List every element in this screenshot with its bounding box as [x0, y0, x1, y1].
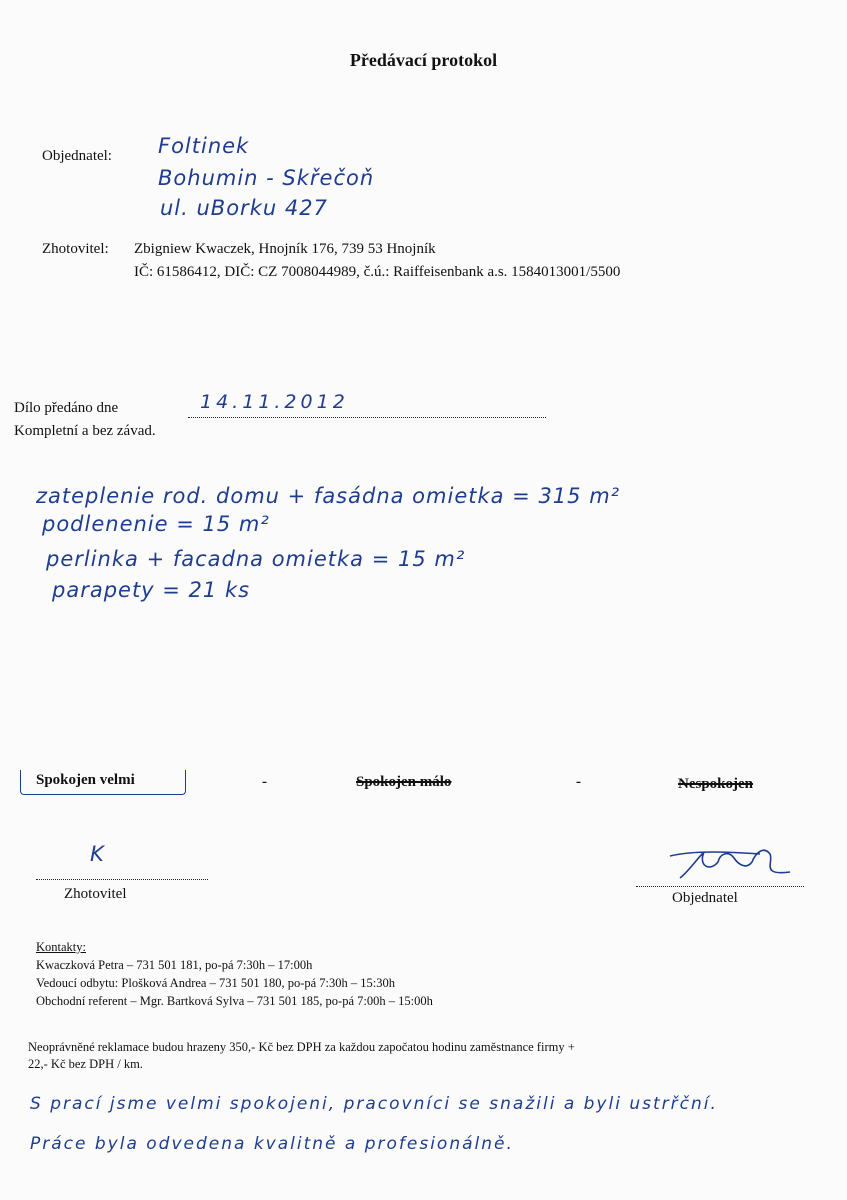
work-item: perlinka + facadna omietka = 15 m²	[46, 547, 466, 571]
customer-label: Objednatel:	[42, 148, 112, 164]
customer-name: Foltinek	[158, 134, 250, 158]
contractor-address: Zbigniew Kwaczek, Hnojník 176, 739 53 Hnojník	[134, 241, 436, 257]
contractor-signature-label: Zhotovitel	[64, 886, 127, 902]
customer-comment: Práce byla odvedena kvalitně a profesionálně.	[30, 1134, 514, 1154]
separator: -	[576, 774, 581, 790]
customer-signature-label: Objednatel	[672, 890, 738, 906]
contractor-label: Zhotovitel:	[42, 241, 109, 257]
handover-date: 14.11.2012	[200, 391, 349, 413]
contact-line: Obchodní referent – Mgr. Bartková Sylva – 731 501 185, po-pá 7:00h – 15:00h	[36, 994, 433, 1008]
customer-city: Bohumin - Skřečoň	[158, 166, 375, 190]
handover-state: Kompletní a bez závad.	[14, 423, 156, 439]
handover-label: Dílo předáno dne	[14, 400, 119, 416]
customer-comment: S prací jsme velmi spokojeni, pracovníci se snažili a byli ustrřční.	[30, 1094, 718, 1114]
contact-line: Kwaczková Petra – 731 501 181, po-pá 7:30h – 17:00h	[36, 958, 313, 972]
option-not-satisfied: Nespokojen	[678, 776, 754, 792]
separator: -	[262, 774, 267, 790]
option-very-satisfied: Spokojen velmi	[36, 772, 135, 788]
contacts-heading: Kontakty:	[36, 940, 86, 954]
notice-line: 22,- Kč bez DPH / km.	[28, 1057, 143, 1071]
work-item: parapety = 21 ks	[52, 578, 251, 602]
notice-line: Neoprávněné reklamace budou hrazeny 350,- Kč bez DPH za každou započatou hodinu zaměstnance firmy +	[28, 1040, 575, 1054]
work-item: zateplenie rod. domu + fasádna omietka = 315 m²	[36, 484, 621, 508]
document-title: Předávací protokol	[349, 50, 498, 70]
option-little-satisfied: Spokojen málo	[356, 774, 452, 790]
contractor-signature-mark: K	[90, 842, 105, 866]
work-item: podlenenie = 15 m²	[42, 512, 270, 536]
customer-street: ul. uBorku 427	[160, 196, 328, 220]
contractor-signature-line	[36, 863, 208, 880]
contractor-ids: IČ: 61586412, DIČ: CZ 7008044989, č.ú.: Raiffeisenbank a.s. 1584013001/5500	[134, 264, 621, 280]
customer-signature-line	[636, 870, 804, 887]
contact-line: Vedoucí odbytu: Plošková Andrea – 731 501 180, po-pá 7:30h – 15:30h	[36, 976, 395, 990]
